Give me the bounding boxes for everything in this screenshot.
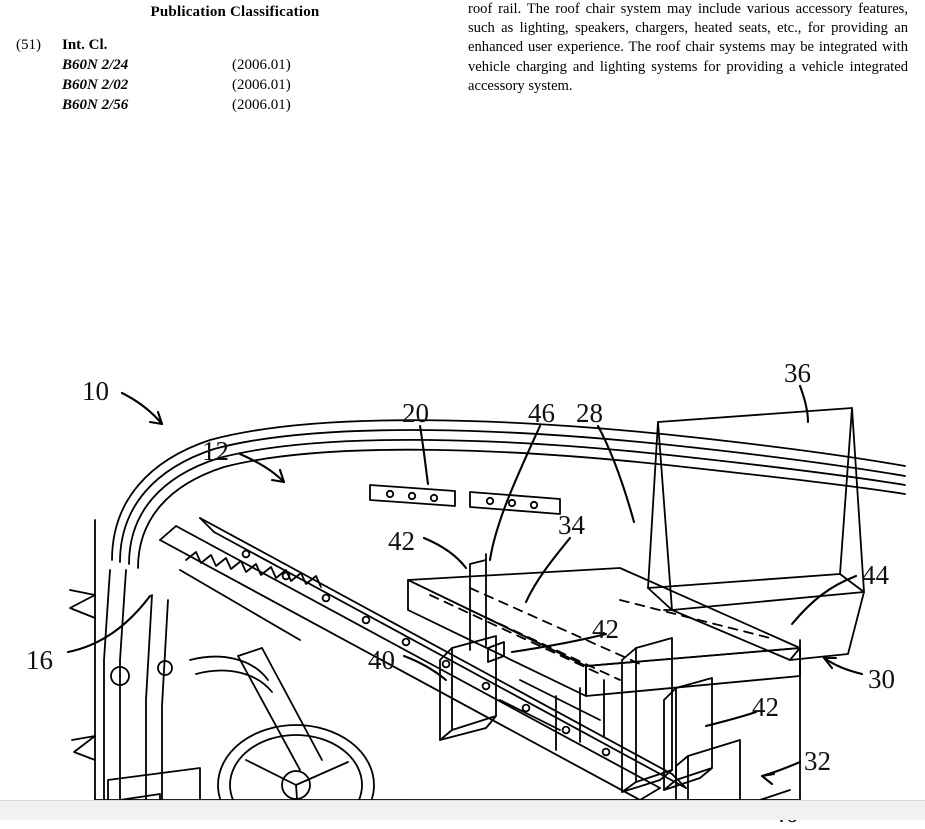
int-cl-number: (51): [16, 37, 41, 53]
reference-numeral-30: 30: [868, 664, 895, 694]
reference-numeral-44: 44: [862, 560, 889, 590]
reference-numeral-16: 16: [26, 645, 53, 675]
reference-numeral-42-upper: 42: [388, 526, 415, 556]
classification-date: (2006.01): [232, 77, 291, 93]
reference-numeral-12: 12: [202, 436, 229, 466]
figure-line-drawing: [0, 140, 925, 800]
reference-numeral-36: 36: [784, 358, 811, 388]
abstract-text-column: [468, 0, 908, 96]
int-cl-label: Int. Cl.: [62, 37, 108, 53]
classification-row: [10, 95, 430, 115]
publication-classification-block: [10, 0, 430, 115]
patent-figure: [0, 140, 925, 800]
classification-code: B60N 2/24: [62, 57, 129, 73]
document-header-region: [0, 0, 925, 140]
classification-row: [10, 55, 430, 75]
reference-numeral-42-middle: 42: [592, 614, 619, 644]
reference-numeral-34: 34: [558, 510, 585, 540]
classification-date: (2006.01): [232, 57, 291, 73]
classification-row: [10, 75, 430, 95]
reference-numeral-20: 20: [402, 398, 429, 428]
int-cl-header-row: [10, 35, 430, 55]
reference-numeral-10: 10: [82, 376, 109, 406]
abstract-paragraph: roof rail. The roof chair system may include various accessory features, such as lighting, speakers, chargers, heated seats, etc., for providing an enhanced user experience. The roof chair systems may be integrated with vehicle charging and lighting systems for providing a vehicle integrated accessory system.: [468, 1, 908, 94]
classification-code: B60N 2/56: [62, 97, 129, 113]
classification-heading: Publication Classification: [150, 4, 320, 20]
classification-date: (2006.01): [232, 97, 291, 113]
reference-numeral-46: 46: [528, 398, 555, 428]
reference-numeral-28: 28: [576, 398, 603, 428]
reference-numeral-42-right: 42: [752, 692, 779, 722]
reference-numeral-40-left: 40: [368, 645, 395, 675]
reference-numeral-32: 32: [804, 746, 831, 776]
classification-code: B60N 2/02: [62, 77, 129, 93]
page-bottom-strip: [0, 800, 925, 820]
int-cl-block: [10, 35, 430, 115]
